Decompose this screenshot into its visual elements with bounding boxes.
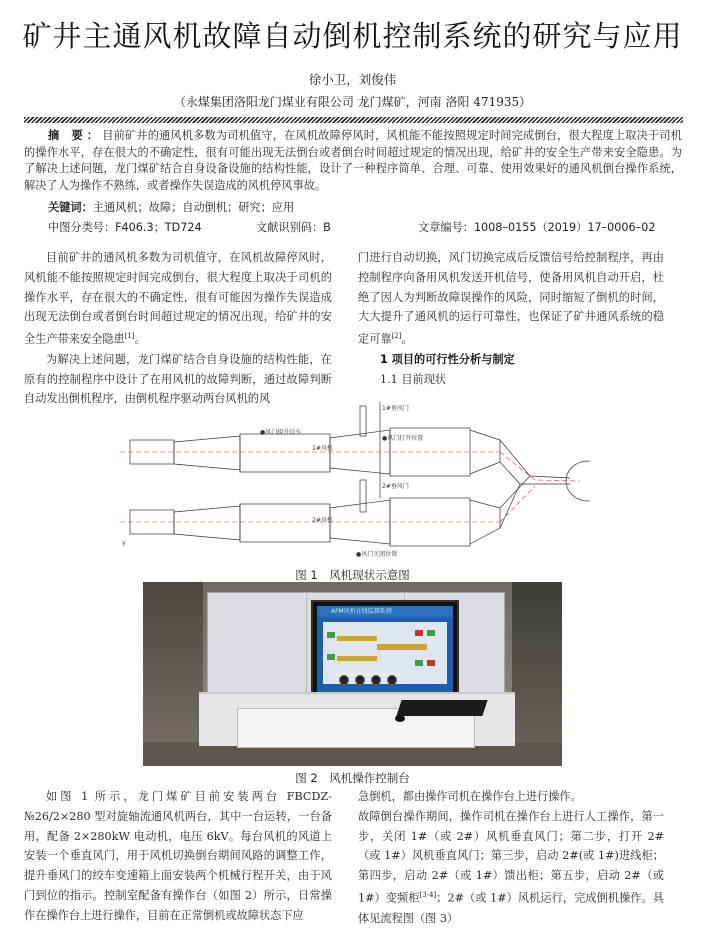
mouse bbox=[395, 715, 405, 722]
keywords-label: 关键词： bbox=[48, 201, 93, 214]
left-column-top bbox=[24, 248, 332, 409]
upper-vertical-door bbox=[360, 406, 366, 436]
left-column-bottom bbox=[24, 787, 332, 926]
label-door1: 1#垂风门 bbox=[382, 405, 409, 412]
indicator-button bbox=[339, 675, 349, 685]
main-shaft-circle bbox=[566, 461, 590, 501]
photo-right-wall bbox=[512, 582, 562, 766]
fan-schematic-figure bbox=[120, 398, 590, 563]
indicator-button bbox=[355, 675, 365, 685]
y-junction bbox=[500, 440, 530, 508]
photo-left-wall bbox=[143, 582, 203, 766]
indicator-button bbox=[371, 675, 381, 685]
label-winch: ●风门提升绞车 bbox=[260, 429, 302, 436]
abstract-text: 目前矿井的通风机多数为司机值守，在风机故障停风时，风机能不能按照规定时间完成倒台，很大程度上取决于司机的操作水平，存在很大的不确定性，很有可能出现无法倒台或者倒台时间超过规定的情况出现，给矿井的安全生产带来安全隐患。为了解决上述问题，龙门煤矿结合自身设备设施的结构性能，设计了一种程序简单、合理、可靠、使用效果好的通风机倒台操作系统，解决了人为操作不熟练，或者操作失误造成的风机停风事故。 bbox=[24, 129, 682, 192]
section-heading: 1 项目的可行性分析与制定 bbox=[380, 352, 515, 366]
header-rule bbox=[24, 117, 683, 123]
label-open-position: ●风门打开位置 bbox=[382, 435, 424, 442]
control-desk-photo bbox=[143, 582, 562, 766]
monitor-screen bbox=[311, 600, 459, 700]
document-code: 文献识别码：B bbox=[256, 221, 331, 234]
monitor-title: AFM风机在线监测系统 bbox=[317, 606, 453, 617]
clc-number: 中图分类号：F406.3；TD724 bbox=[48, 221, 202, 234]
article-number: 文章编号：1008–0155（2019）17–0006–02 bbox=[418, 221, 656, 234]
keyboard bbox=[396, 700, 487, 716]
authors: 徐小卫，刘俊伟 bbox=[308, 72, 397, 87]
affiliation: （永煤集团洛阳龙门煤业有限公司 龙门煤矿，河南 洛阳 471935） bbox=[173, 95, 532, 109]
label-closed-position: ●风门关闭位置 bbox=[356, 551, 398, 558]
right-column-bottom bbox=[358, 787, 664, 928]
paper-title: 矿井主通风机故障自动倒机控制系统的研究与应用 bbox=[22, 19, 683, 53]
subsection-heading: 1.1 目前现状 bbox=[380, 372, 447, 386]
paragraph: 门进行自动切换，风门切换完成后反馈信号给控制程序，再由控制程序向备用风机发送开机信号，使备用风机自动开启，杜绝了因人为判断故障误操作的风险，同时缩短了倒机的时间，大大提升了通风机的运行可靠性，也保证了矿井通风系统的稳定可靠[2]。 bbox=[358, 251, 664, 346]
label-fan2: 2#风机 bbox=[312, 517, 333, 524]
upper-diffuser bbox=[174, 436, 240, 470]
upper-fan-body bbox=[240, 434, 330, 472]
paragraph: 故障倒台操作期间，操作司机在操作台上进行人工操作，第一步，关闭 1#（或 2#）风机垂直风门；第二步，打开 2#（或 1#）风机垂直风门；第三步，启动 2#(或 1#)进线柜；第四步，启动 2#（或 1#）馈出柜；第五步，启动 2#（或 1#）变频柜[3-4]；2#（或 1#）风机运行，完成倒机操作。具体见流程图（图 3） bbox=[358, 809, 664, 925]
label-door2: 2#垂风门 bbox=[382, 483, 409, 490]
label-fan1: 1#风机 bbox=[312, 445, 333, 452]
right-column-top bbox=[358, 248, 664, 389]
lower-diffuser bbox=[174, 506, 240, 540]
label-y-axis: Y bbox=[122, 541, 126, 548]
paragraph: 如图 1 所示，龙门煤矿目前安装两台 FBCDZ-№26/2×280 型对旋轴流通风机两台，其中一台运转，一台备用，配备 2×280kW 电动机，电压 6kV。每台风机的风道上安装一个垂直风门，用于风机切换倒台期间风路的调整工作，提升垂风门的绞车变速箱上面安装两个机械行程开关，由于风门到位的指示。控制室配备有操作台（如图 2）所示，日常操作在操作台上进行操作，目前在正常倒机或故障状态下应 bbox=[24, 790, 332, 922]
indicator-button bbox=[387, 675, 397, 685]
keywords-text: 主通风机；故障；自动倒机；研究；应用 bbox=[92, 201, 295, 214]
paragraph: 目前矿井的通风机多数为司机值守，在风机故障停风时，风机能不能按照规定时间完成倒台，很大程度上取决于司机的操作水平，存在很大的不确定性，很有可能因为操作失误造成出现无法倒台或者倒台时间超过规定的情况出现，给矿井的安全生产带来安全隐患[1]。 bbox=[24, 251, 332, 346]
lower-vertical-door bbox=[360, 480, 366, 512]
keywords bbox=[48, 199, 294, 215]
abstract bbox=[24, 128, 682, 194]
paragraph: 为解决上述问题，龙门煤矿结合自身设施的结构性能，在原有的控制程序中设计了在用风机的故障判断，通过故障判断自动发出倒机程序，由倒机程序驱动两台风机的风 bbox=[24, 352, 332, 406]
paragraph: 急倒机，都由操作司机在操作台上进行操作。 bbox=[358, 790, 582, 803]
abstract-label: 摘 要： bbox=[48, 129, 103, 142]
figure1-caption: 图 1 风机现状示意图 bbox=[295, 568, 410, 582]
figure2-caption: 图 2 风机操作控制台 bbox=[295, 771, 410, 785]
